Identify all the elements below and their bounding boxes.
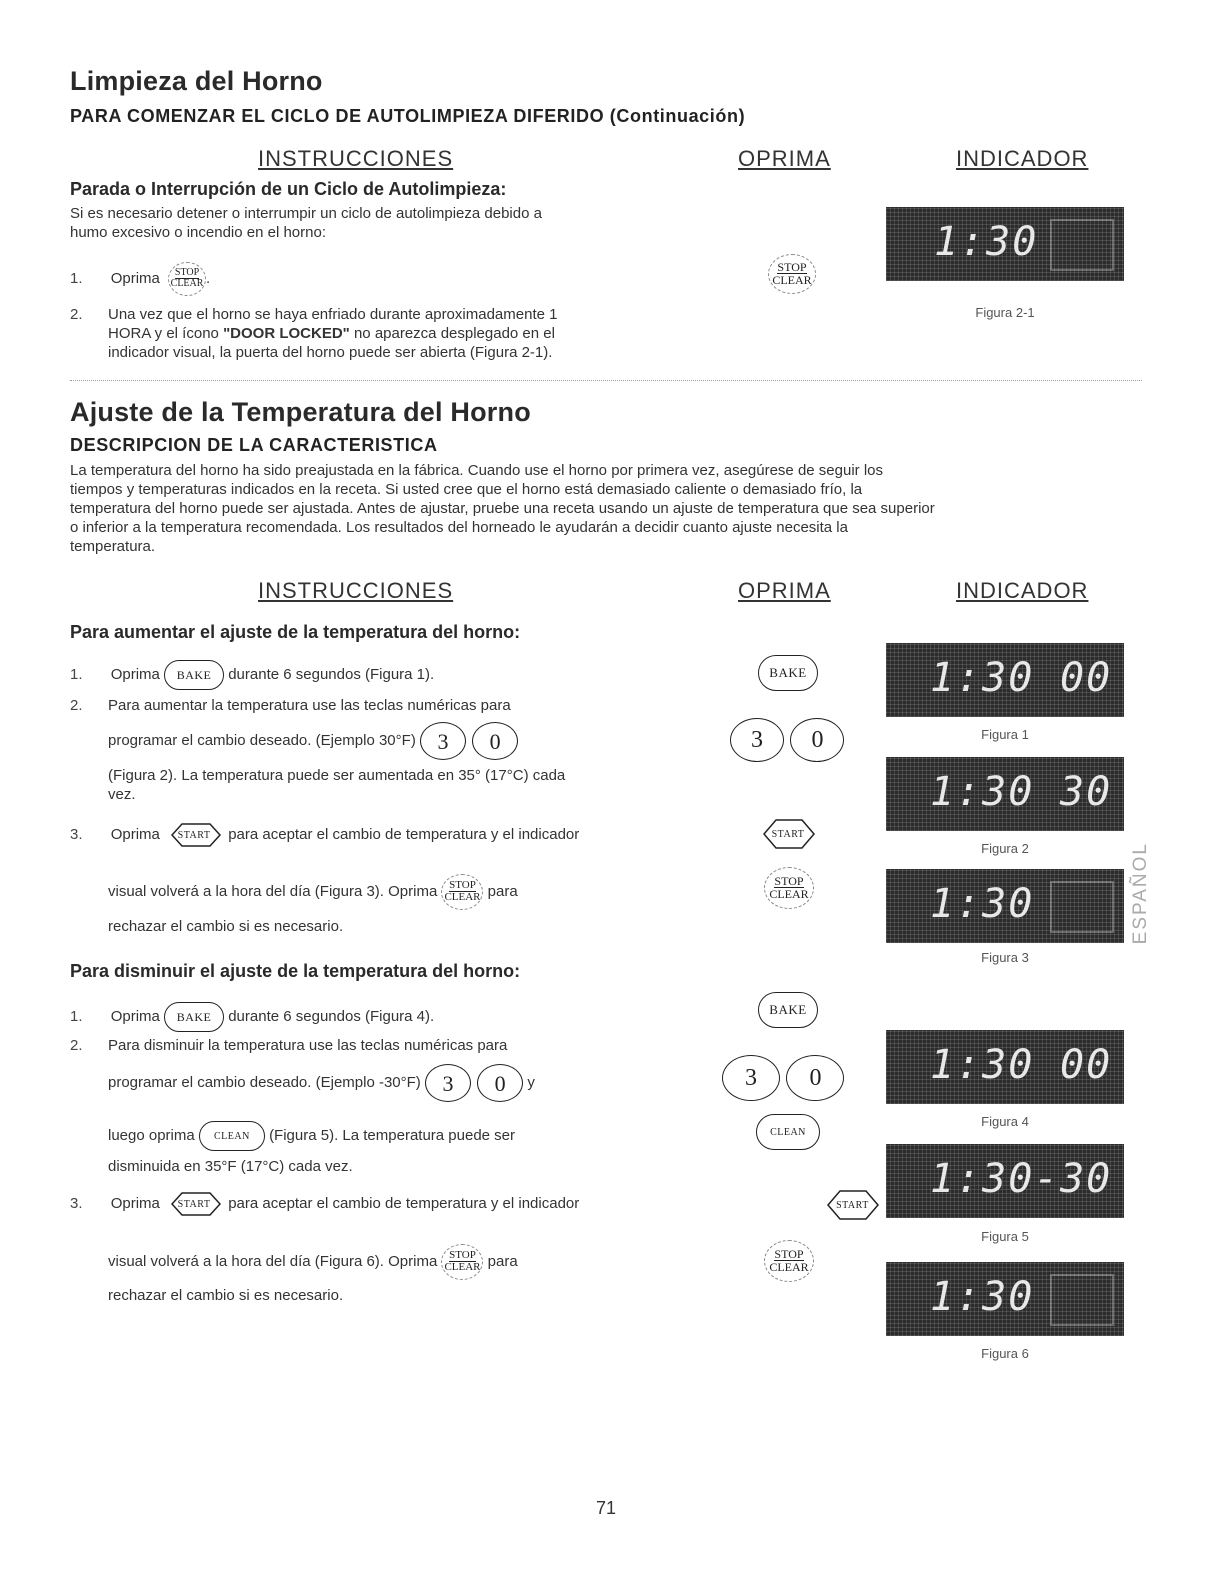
step-text: Oprima bbox=[110, 269, 160, 287]
step-2 bbox=[70, 305, 557, 362]
col-press-2: OPRIMA bbox=[738, 578, 831, 603]
clear-label: CLEAR bbox=[772, 273, 812, 288]
display-time: 1:30 bbox=[934, 219, 1039, 265]
stop-clear-button[interactable] bbox=[441, 874, 483, 910]
step-number: 3. bbox=[70, 825, 83, 843]
step-text: para aceptar el cambio de temperatura y el indicador bbox=[228, 1194, 580, 1212]
intro-line: humo excesivo o incendio en el horno: bbox=[70, 224, 326, 241]
display-time: 1:30 bbox=[930, 1274, 1035, 1320]
step-number: 2. bbox=[70, 1037, 83, 1054]
dec-step-3 bbox=[70, 1190, 579, 1218]
display-panel bbox=[1050, 1274, 1114, 1326]
step-text: durante 6 segundos (Figura 4). bbox=[228, 1007, 435, 1025]
step-line: programar el cambio deseado. (Ejemplo 30°F) bbox=[108, 731, 416, 749]
section-divider bbox=[70, 380, 1142, 381]
step-line: para bbox=[487, 882, 518, 900]
dec-step-2-line3 bbox=[108, 1121, 515, 1151]
feature-description bbox=[70, 461, 1150, 556]
dec-step-2-line4: disminuida en 35°F (17°C) cada vez. bbox=[108, 1158, 353, 1175]
step-line-part: HORA y el ícono bbox=[108, 325, 224, 342]
step-line: indicador visual, la puerta del horno puede ser abierta (Figura 2-1). bbox=[108, 344, 553, 361]
stop-label: STOP bbox=[174, 267, 200, 279]
bake-button[interactable]: BAKE bbox=[758, 992, 818, 1028]
step-text: Oprima bbox=[110, 1007, 160, 1025]
section2-subtitle: DESCRIPCION DE LA CARACTERISTICA bbox=[70, 435, 438, 455]
start-button[interactable] bbox=[758, 817, 818, 851]
inc-step-3-line3: rechazar el cambio si es necesario. bbox=[108, 918, 344, 935]
step-number: 3. bbox=[70, 1194, 83, 1212]
bake-button[interactable]: BAKE bbox=[758, 655, 818, 691]
digit-0-button[interactable]: 0 bbox=[786, 1055, 844, 1101]
step-number: 1. bbox=[70, 269, 83, 287]
display-value: 00 bbox=[1060, 655, 1113, 701]
door-locked-text: "DOOR LOCKED" bbox=[223, 325, 350, 342]
step-line: y bbox=[527, 1073, 535, 1091]
oven-display-fig1 bbox=[886, 643, 1124, 717]
section1-subtitle: PARA COMENZAR EL CICLO DE AUTOLIMPIEZA DIFERIDO (Continuación) bbox=[70, 106, 746, 126]
step-line: (Figura 2). La temperatura puede ser aumentada en 35° (17°C) cada bbox=[108, 767, 566, 784]
clear-label: CLEAR bbox=[444, 1261, 481, 1274]
desc-line: La temperatura del horno ha sido preajustada en la fábrica. Cuando use el horno por primera vez, asegúrese de seguir los bbox=[70, 462, 883, 479]
step-line: Una vez que el horno se haya enfriado durante aproximadamente 1 bbox=[108, 306, 558, 323]
display-time: 1:30 bbox=[930, 1042, 1035, 1088]
oven-display-fig5 bbox=[886, 1144, 1124, 1218]
step-line bbox=[108, 324, 557, 343]
section2-title: Ajuste de la Temperatura del Horno bbox=[70, 397, 531, 427]
stop-label: STOP bbox=[774, 1247, 804, 1262]
start-label: START bbox=[771, 828, 805, 840]
oven-display-fig2 bbox=[886, 757, 1124, 831]
oven-display-fig6 bbox=[886, 1262, 1124, 1336]
inc-step-3 bbox=[70, 821, 579, 849]
clear-label: CLEAR bbox=[769, 887, 809, 902]
inc-step-2 bbox=[70, 696, 511, 715]
digit-buttons bbox=[722, 1055, 844, 1101]
digit-0-button[interactable]: 0 bbox=[477, 1064, 523, 1102]
start-label: START bbox=[836, 1199, 869, 1211]
oven-display-fig3 bbox=[886, 869, 1124, 943]
step-number: 2. bbox=[70, 697, 83, 714]
step-line: para bbox=[487, 1252, 518, 1270]
step-number: 1. bbox=[70, 1007, 83, 1025]
step-line: visual volverá a la hora del día (Figura 6). Oprima bbox=[108, 1252, 438, 1270]
digit-3-button[interactable]: 3 bbox=[420, 722, 466, 760]
step-line: Para disminuir la temperatura use las teclas numéricas para bbox=[108, 1037, 508, 1054]
step-line: vez. bbox=[108, 786, 136, 803]
display-panel bbox=[1050, 219, 1114, 271]
decrease-heading: Para disminuir el ajuste de la temperatura del horno: bbox=[70, 961, 521, 981]
digit-0-button[interactable]: 0 bbox=[472, 722, 518, 760]
clear-label: CLEAR bbox=[444, 891, 481, 904]
figure-caption: Figura 2-1 bbox=[975, 305, 1035, 320]
display-time: 1:30 bbox=[930, 1156, 1035, 1202]
stop-cycle-heading: Parada o Interrupción de un Ciclo de Autolimpieza: bbox=[70, 179, 507, 199]
digit-buttons bbox=[730, 718, 844, 762]
step-line: (Figura 5). La temperatura puede ser bbox=[269, 1126, 516, 1144]
digit-3-button[interactable]: 3 bbox=[730, 718, 784, 762]
display-value: -30 bbox=[1034, 1156, 1113, 1202]
col-display-1: INDICADOR bbox=[956, 146, 1089, 171]
step-line-part: no aparezca desplegado en el bbox=[349, 325, 555, 342]
figure-caption: Figura 3 bbox=[981, 950, 1029, 965]
figure-caption: Figura 6 bbox=[981, 1346, 1029, 1361]
bake-button[interactable]: BAKE bbox=[164, 660, 224, 690]
step-number: 1. bbox=[70, 665, 83, 683]
section1-title: Limpieza del Horno bbox=[70, 66, 323, 96]
stop-label: STOP bbox=[774, 874, 804, 889]
inc-step-2-lines bbox=[108, 766, 565, 804]
figure-caption: Figura 2 bbox=[981, 841, 1029, 856]
oven-display-fig4 bbox=[886, 1030, 1124, 1104]
col-press-1: OPRIMA bbox=[738, 146, 831, 171]
dec-step-3-line3: rechazar el cambio si es necesario. bbox=[108, 1287, 344, 1304]
stop-label: STOP bbox=[777, 260, 807, 275]
stop-cycle-intro bbox=[70, 204, 542, 242]
start-button[interactable] bbox=[164, 1190, 224, 1218]
display-panel bbox=[1050, 881, 1114, 933]
figure-caption: Figura 4 bbox=[981, 1114, 1029, 1129]
intro-line: Si es necesario detener o interrumpir un ciclo de autolimpieza debido a bbox=[70, 205, 542, 222]
start-label: START bbox=[177, 829, 211, 841]
clear-label: CLEAR bbox=[769, 1260, 809, 1275]
desc-line: tiempos y temperaturas indicados en la receta. Si usted cree que el horno está demasiado caliente o demasiado frío, la bbox=[70, 481, 863, 498]
figure-caption: Figura 1 bbox=[981, 727, 1029, 742]
col-instructions-2: INSTRUCCIONES bbox=[258, 578, 454, 603]
inc-step-1 bbox=[70, 660, 434, 690]
start-label: START bbox=[177, 1198, 211, 1210]
figure-caption: Figura 5 bbox=[981, 1229, 1029, 1244]
stop-clear-button[interactable] bbox=[768, 254, 816, 294]
step-line: programar el cambio deseado. (Ejemplo -30°F) bbox=[108, 1073, 421, 1091]
step-text: durante 6 segundos (Figura 1). bbox=[228, 665, 435, 683]
step-text: Oprima bbox=[110, 1194, 160, 1212]
display-time: 1:30 bbox=[930, 769, 1035, 815]
stop-label: STOP bbox=[449, 879, 476, 892]
increase-heading: Para aumentar el ajuste de la temperatura del horno: bbox=[70, 622, 521, 642]
step-line: luego oprima bbox=[108, 1126, 195, 1144]
start-button[interactable] bbox=[822, 1188, 882, 1222]
language-tab: ESPAÑOL bbox=[1130, 842, 1151, 945]
digit-0-button[interactable]: 0 bbox=[790, 718, 844, 762]
dec-step-2 bbox=[70, 1036, 507, 1055]
inc-step-2-line2 bbox=[108, 722, 518, 760]
display-time: 1:30 bbox=[930, 655, 1035, 701]
step-line: Para aumentar la temperatura use las teclas numéricas para bbox=[108, 697, 511, 714]
inc-step-3-line2 bbox=[108, 874, 518, 910]
clear-label: CLEAR bbox=[170, 278, 204, 290]
step-text: para aceptar el cambio de temperatura y el indicador bbox=[228, 825, 580, 843]
stop-clear-button[interactable] bbox=[441, 1244, 483, 1280]
page-number: 71 bbox=[596, 1498, 617, 1518]
stop-clear-button[interactable] bbox=[168, 262, 206, 296]
step-1: 1. Oprima STOP CLEAR . bbox=[70, 262, 210, 296]
digit-3-button[interactable]: 3 bbox=[425, 1064, 471, 1102]
display-time: 1:30 bbox=[930, 881, 1035, 927]
desc-line: temperatura. bbox=[70, 538, 156, 555]
col-display-2: INDICADOR bbox=[956, 578, 1089, 603]
digit-3-button[interactable]: 3 bbox=[722, 1055, 780, 1101]
oven-display bbox=[886, 207, 1124, 281]
bake-button[interactable]: BAKE bbox=[164, 1002, 224, 1032]
step-text: Oprima bbox=[110, 825, 160, 843]
clean-button[interactable]: CLEAN bbox=[756, 1114, 820, 1150]
dec-step-2-line2 bbox=[108, 1064, 535, 1102]
desc-line: o inferior a la temperatura recomendada. Los resultados del horneado le ayudarán a decidir cuanto ajuste necesita la bbox=[70, 519, 848, 536]
dec-step-3-line2 bbox=[108, 1244, 518, 1280]
start-button[interactable] bbox=[164, 821, 224, 849]
stop-label: STOP bbox=[449, 1249, 476, 1262]
stop-clear-button[interactable] bbox=[764, 1240, 814, 1282]
display-value: 00 bbox=[1060, 1042, 1113, 1088]
desc-line: temperatura del horno puede ser ajustada. Antes de ajustar, pruebe una receta usando un ajuste de temperatura que sea superior bbox=[70, 500, 935, 517]
col-instructions-1: INSTRUCCIONES bbox=[258, 146, 454, 171]
display-value: 30 bbox=[1060, 769, 1113, 815]
step-text: Oprima bbox=[110, 665, 160, 683]
step-number: 2. bbox=[70, 306, 83, 323]
stop-clear-button[interactable] bbox=[764, 867, 814, 909]
dec-step-1 bbox=[70, 1002, 434, 1032]
clean-button[interactable]: CLEAN bbox=[199, 1121, 265, 1151]
step-line: visual volverá a la hora del día (Figura 3). Oprima bbox=[108, 882, 438, 900]
